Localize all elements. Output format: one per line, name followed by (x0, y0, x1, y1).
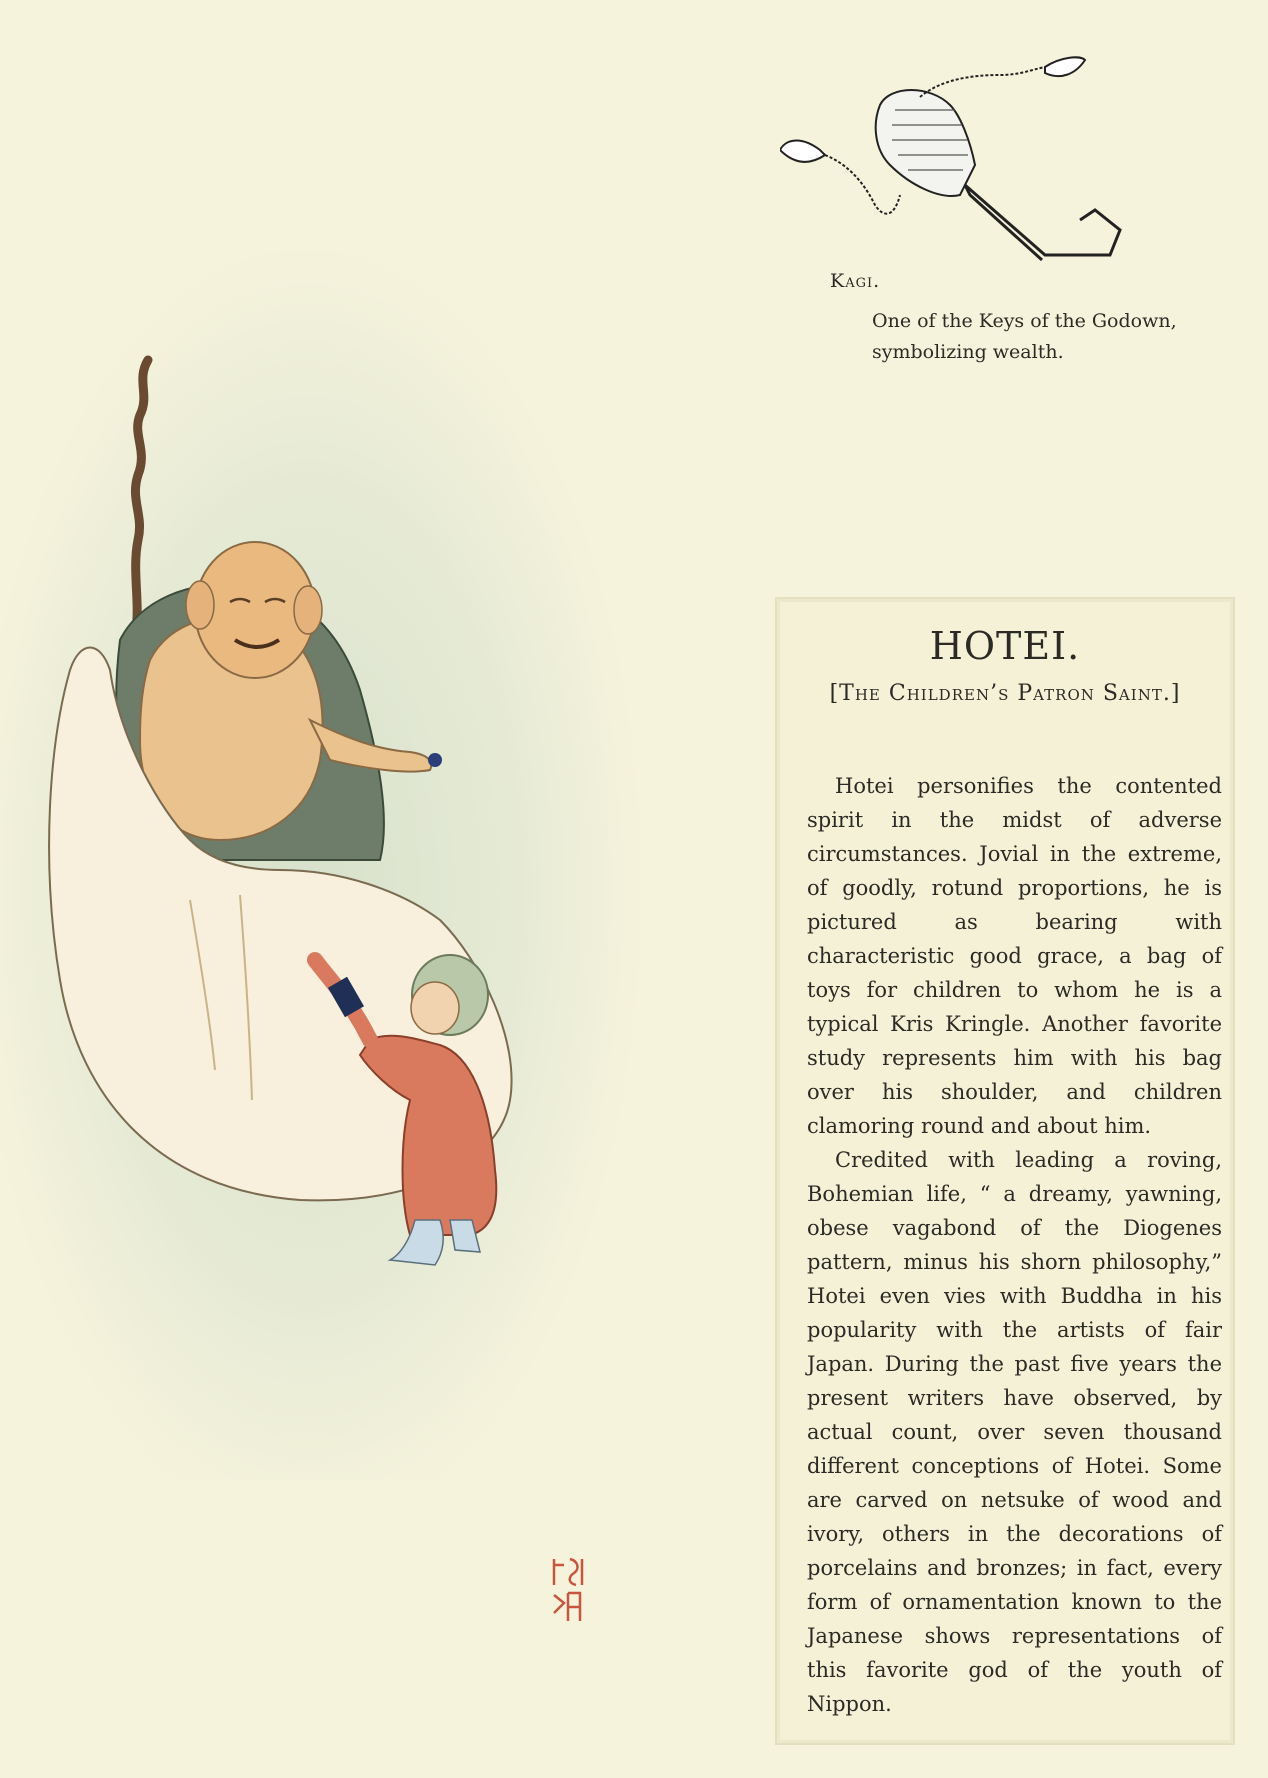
kagi-key-drawing (780, 55, 1140, 285)
article-subtitle: [The Children’s Patron Saint.] (829, 681, 1181, 706)
kagi-label: Kagi. (830, 270, 881, 292)
toy-ball (428, 753, 442, 767)
article-title: HOTEI. (929, 624, 1081, 668)
article-panel (775, 597, 1235, 1745)
hotei-illustration (40, 340, 640, 1440)
key-bag (876, 90, 975, 196)
key-shaft (965, 185, 1120, 260)
article-body (807, 769, 1222, 1721)
artist-seal (550, 1555, 586, 1625)
kagi-caption: One of the Keys of the Godown, symbolizing wealth. (872, 310, 1177, 363)
paragraph-2: Credited with leading a roving, Bohemian life, “ a dreamy, yawning, obese vagabond of the Diogenes pattern, minus his shorn philosophy,” Hotei even vies with Buddha in his popularity with the artists of fair Japan. During the past five years the present writers have observed, by actual count, over seven thousand different conceptions of Hotei. Some are carved on netsuke of wood and ivory, others in the decorations of porcelains and bronzes; in fact, every form of ornamentation known to the Japanese shows representations of this favorite god of the youth of Nippon. (807, 1148, 1222, 1716)
paragraph-1: Hotei personifies the contented spirit in the midst of adverse circumstances. Jovial in the extreme, of goodly, rotund proportions, he is pictured as bearing with characteristic good grace, a bag of toys for children to whom he is a typical Kris Kringle. Another favorite study represents him with his bag over his shoulder, and children clamoring round and about him. (807, 774, 1222, 1138)
